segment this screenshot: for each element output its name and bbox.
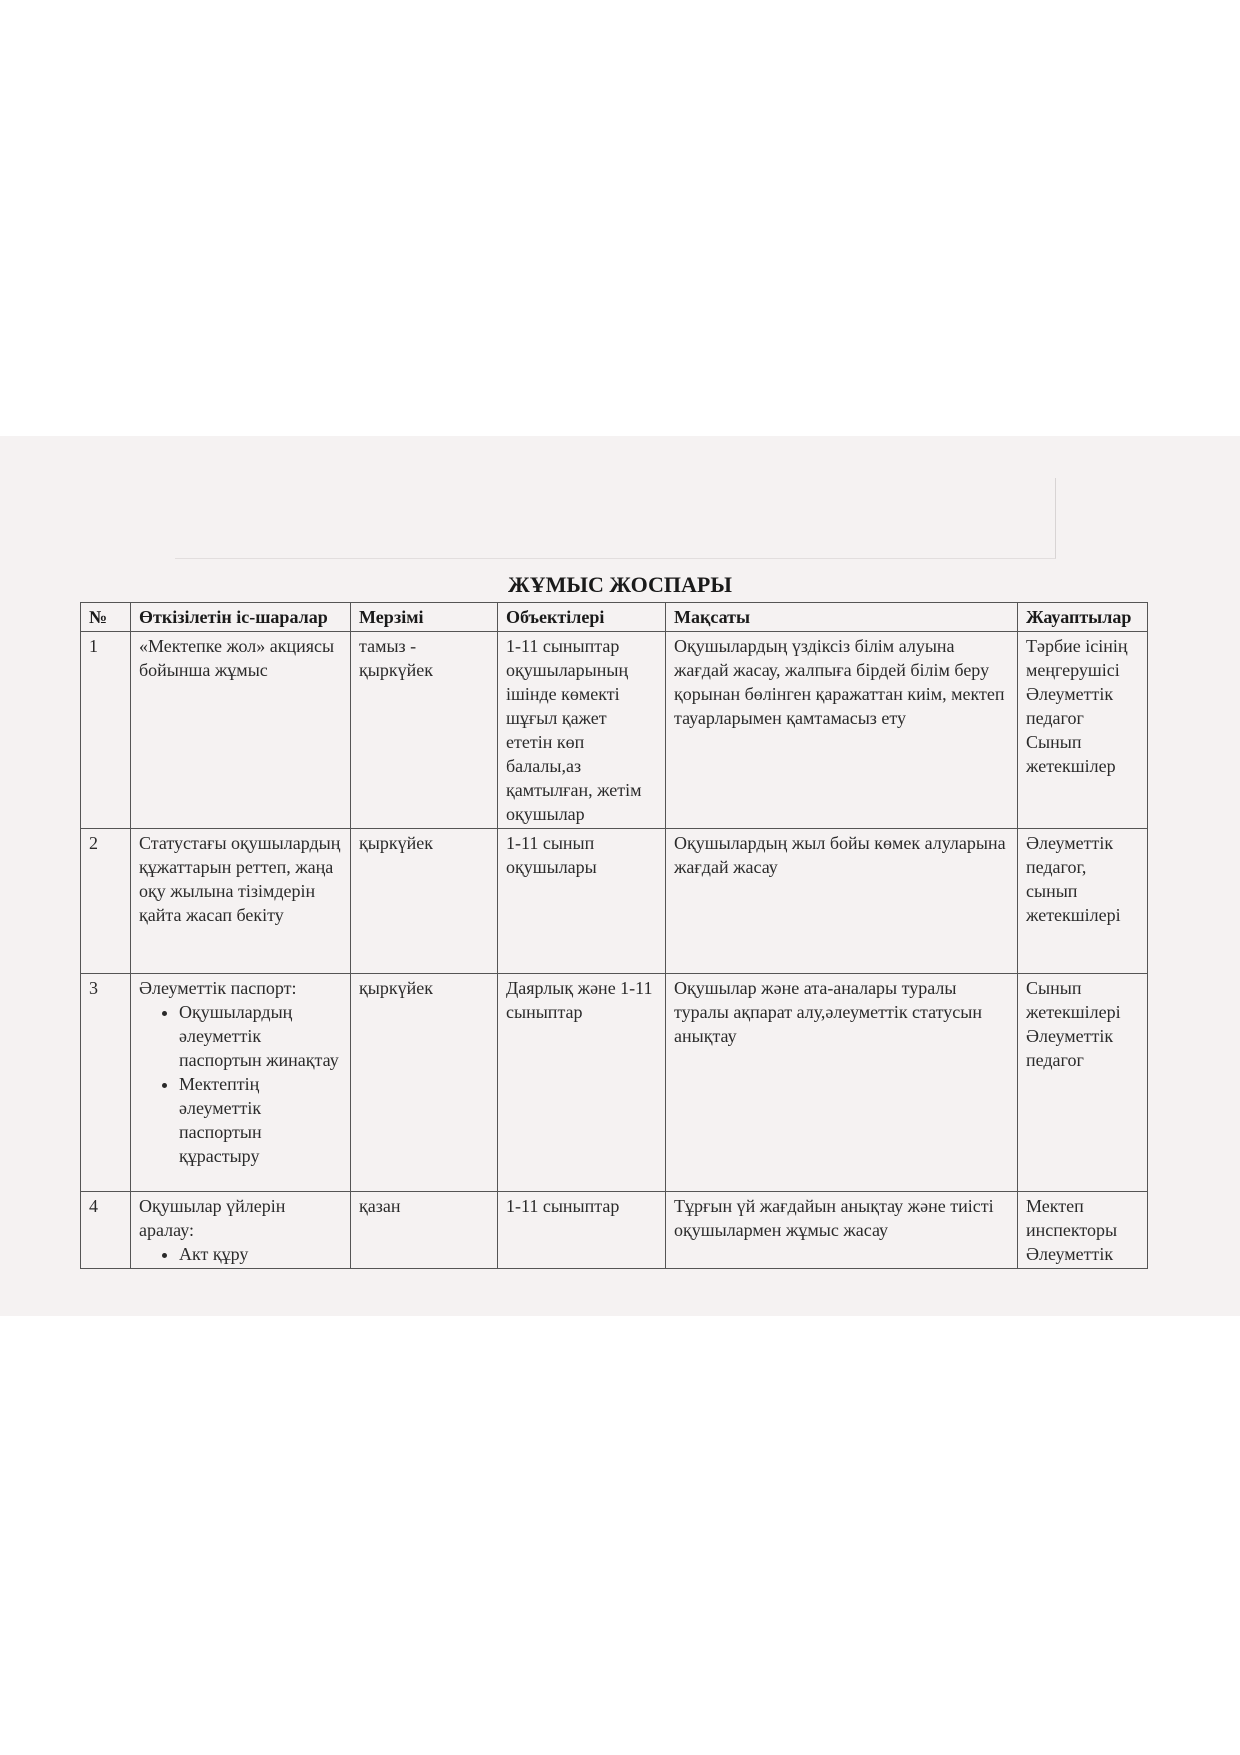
row-term: қыркүйек <box>351 829 498 974</box>
event-text: Оқушылар үйлерін аралау: <box>139 1196 286 1240</box>
column-header-goal: Мақсаты <box>666 603 1018 632</box>
row-goal: Оқушылардың жыл бойы көмек алуларына жағдай жасау <box>666 829 1018 974</box>
row-term: қыркүйек <box>351 974 498 1192</box>
table-row <box>81 632 1148 829</box>
column-header-term: Мерзімі <box>351 603 498 632</box>
row-term: қазан <box>351 1192 498 1269</box>
event-sublist <box>139 1000 342 1168</box>
event-text: «Мектепке жол» акциясы бойынша жұмыс <box>139 636 335 680</box>
event-sublist <box>139 1242 342 1266</box>
row-objects: 1-11 сынып оқушылары <box>498 829 666 974</box>
row-event <box>131 974 351 1192</box>
row-responsible: Әлеуметтік педагог, сынып жетекшілері <box>1018 829 1148 974</box>
event-text: Әлеуметтік паспорт: <box>139 978 297 998</box>
row-objects: Даярлық және 1-11 сыныптар <box>498 974 666 1192</box>
column-header-objects: Объектілері <box>498 603 666 632</box>
column-header-number: № <box>81 603 131 632</box>
column-header-responsible: Жауаптылар <box>1018 603 1148 632</box>
row-number: 3 <box>81 974 131 1192</box>
faded-header-box <box>175 478 1056 559</box>
row-goal: Оқушылар және ата-аналары туралы туралы ақпарат алу,әлеуметтік статусын анықтау <box>666 974 1018 1192</box>
column-header-events: Өткізілетін іс-шаралар <box>131 603 351 632</box>
table-header-row <box>81 603 1148 632</box>
work-plan-table <box>80 602 1148 1269</box>
event-text: Статустағы оқушылардың құжаттарын реттеп, жаңа оқу жылына тізімдерін қайта жасап бекіту <box>139 833 341 925</box>
list-item: • Акт құру <box>179 1242 342 1266</box>
row-number: 4 <box>81 1192 131 1269</box>
list-item: • Мектептің әлеуметтік паспортын құрастыру <box>179 1072 342 1168</box>
table-row <box>81 1192 1148 1269</box>
row-event <box>131 829 351 974</box>
row-responsible: Сынып жетекшілері Әлеуметтік педагог <box>1018 974 1148 1192</box>
row-objects: 1-11 сыныптар оқушыларының ішінде көмекті шұғыл қажет ететін көп балалы,аз қамтылған, жетім оқушылар <box>498 632 666 829</box>
page-title: ЖҰМЫС ЖОСПАРЫ <box>508 572 732 597</box>
row-number: 2 <box>81 829 131 974</box>
list-item: • Оқушылардың әлеуметтік паспортын жинақтау <box>179 1000 342 1072</box>
table-row <box>81 829 1148 974</box>
row-number: 1 <box>81 632 131 829</box>
row-objects: 1-11 сыныптар <box>498 1192 666 1269</box>
row-responsible: Мектеп инспекторы Әлеуметтік <box>1018 1192 1148 1269</box>
row-goal: Оқушылардың үздіксіз білім алуына жағдай жасау, жалпыға бірдей білім беру қорынан бөлінген қаражаттан киім, мектеп тауарларымен қамтамасыз ету <box>666 632 1018 829</box>
table-row <box>81 974 1148 1192</box>
row-term: тамыз - қыркүйек <box>351 632 498 829</box>
row-event <box>131 632 351 829</box>
row-responsible: Тәрбие ісінің меңгерушісі Әлеуметтік педагог Сынып жетекшілер <box>1018 632 1148 829</box>
row-goal: Тұрғын үй жағдайын анықтау және тиісті оқушылармен жұмыс жасау <box>666 1192 1018 1269</box>
row-event <box>131 1192 351 1269</box>
